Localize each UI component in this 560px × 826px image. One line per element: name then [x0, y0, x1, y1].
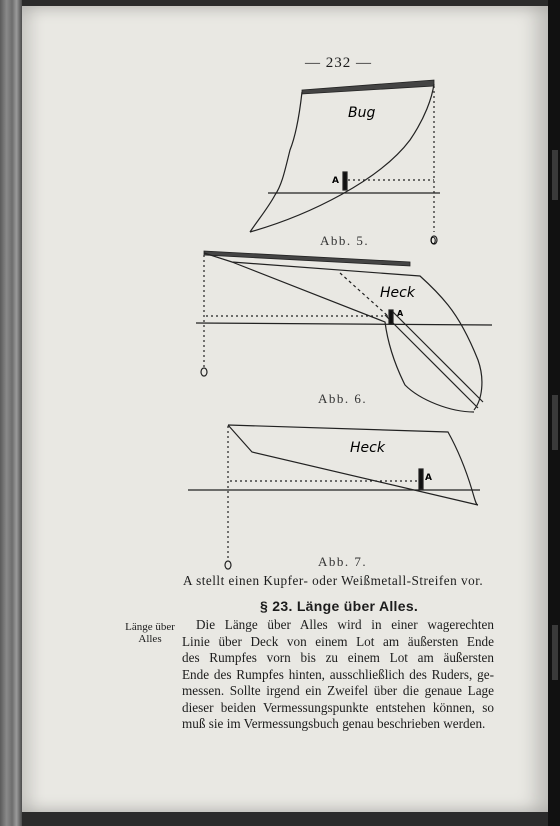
hull-outline: [250, 92, 302, 232]
figure-heck-6: [196, 251, 492, 412]
figure-bug: [250, 80, 440, 244]
figure-bug-marker: A: [332, 176, 339, 186]
page-number: — 232 —: [305, 55, 372, 71]
marker-strip: [389, 310, 393, 324]
waterline: [196, 323, 492, 325]
keel-line: [228, 425, 478, 505]
figure-heck-6-marker: A: [397, 309, 404, 318]
hull-outline: [228, 425, 478, 505]
margin-note-line: Alles: [138, 633, 162, 645]
paragraph-line: muß sie im Vermessungsbuch genau beschrieben werden.: [182, 716, 486, 731]
figure-5-caption: Abb. 5.: [320, 233, 370, 248]
section-heading: § 23. Länge über Alles.: [260, 598, 419, 614]
figure-heck-7: [188, 425, 480, 569]
paragraph-line: Die Länge über Alles wird in einer wagerechten: [196, 617, 494, 632]
plumb-bob: [225, 561, 231, 569]
hull-outline: [204, 253, 482, 410]
paragraph-line: messen. Sollte irgend ein Zweifel über die genaue Lage: [182, 683, 494, 698]
figure-note: A stellt einen Kupfer- oder Weißmetall-Streifen vor.: [183, 573, 484, 588]
stern-outline: [232, 262, 474, 412]
marker-strip: [419, 469, 423, 489]
marker-strip: [343, 172, 347, 190]
plumb-bob: [201, 368, 207, 376]
figure-bug-label: Bug: [348, 105, 376, 121]
rudder-line: [393, 312, 483, 402]
figure-heck-7-label: Heck: [350, 440, 385, 456]
figure-heck-6-label: Heck: [380, 285, 415, 301]
section-paragraph: [182, 617, 494, 733]
margin-note-line: Länge über: [125, 621, 175, 633]
paragraph-line: Ende des Rumpfes hinten, ausschließlich des Ruders, ge-: [182, 666, 494, 682]
figure-bug-plumb-mark: 0: [430, 236, 437, 247]
figure-6-caption: Abb. 6.: [318, 391, 368, 406]
paragraph-line: Linie über Deck von einem Lot am äußersten Ende: [182, 633, 494, 649]
figure-7-caption: Abb. 7.: [318, 554, 368, 569]
stem-curve: [250, 84, 434, 232]
deck-line: [302, 80, 434, 94]
paragraph-line: des Rumpfes vorn bis zu einem Lot am äußersten: [182, 650, 494, 665]
figure-heck-7-marker: A: [425, 473, 432, 483]
paragraph-line: dieser beiden Vermessungspunkte entstehen können, so: [182, 699, 494, 715]
